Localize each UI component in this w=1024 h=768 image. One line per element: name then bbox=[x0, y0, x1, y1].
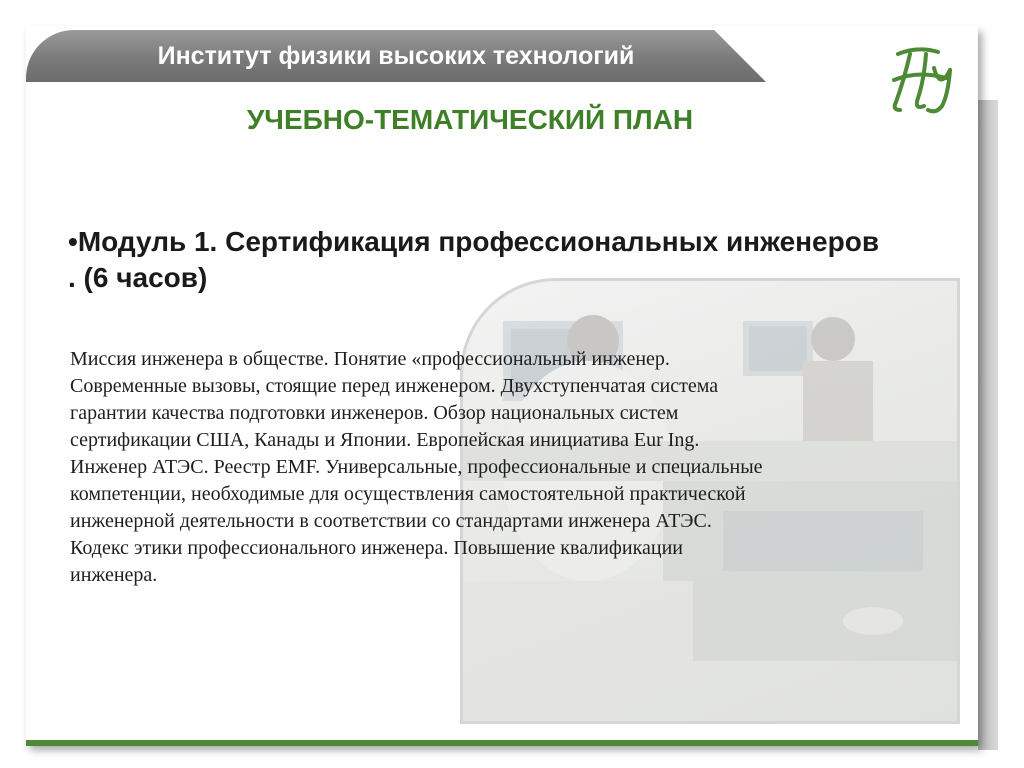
module-heading bbox=[68, 224, 888, 296]
institute-title: Институт физики высоких технологий bbox=[157, 42, 635, 70]
university-logo-icon bbox=[888, 40, 968, 118]
slide-side-shadow bbox=[978, 100, 998, 750]
bullet-point: • bbox=[68, 226, 78, 257]
module-description: Миссия инженера в обществе. Понятие «профессиональный инженер. Современные вызовы, стоящие перед инженером. Двухступенчатая система гарантии качества подготовки инженеров. Обзор национальных систем сертификации США, Канады и Японии. Европейская инициатива Eur Ing. Инженер АТЭС. Реестр EMF. Универсальные, профессиональные и специальные компетенции, необходимые для осуществления самостоятельной практической инженерной деятельности в соответствии со стандартами инженера АТЭС. Кодекс этики профессионального инженера. Повышение квалификации инженера. bbox=[70, 348, 763, 586]
slide-bottom-bar bbox=[26, 740, 978, 746]
plan-title: УЧЕБНО-ТЕМАТИЧЕСКИЙ ПЛАН bbox=[246, 104, 694, 135]
monogram-logo-icon bbox=[888, 40, 968, 118]
module-heading-text: Модуль 1. Сертификация профессиональных инженеров . (6 часов) bbox=[68, 226, 880, 293]
